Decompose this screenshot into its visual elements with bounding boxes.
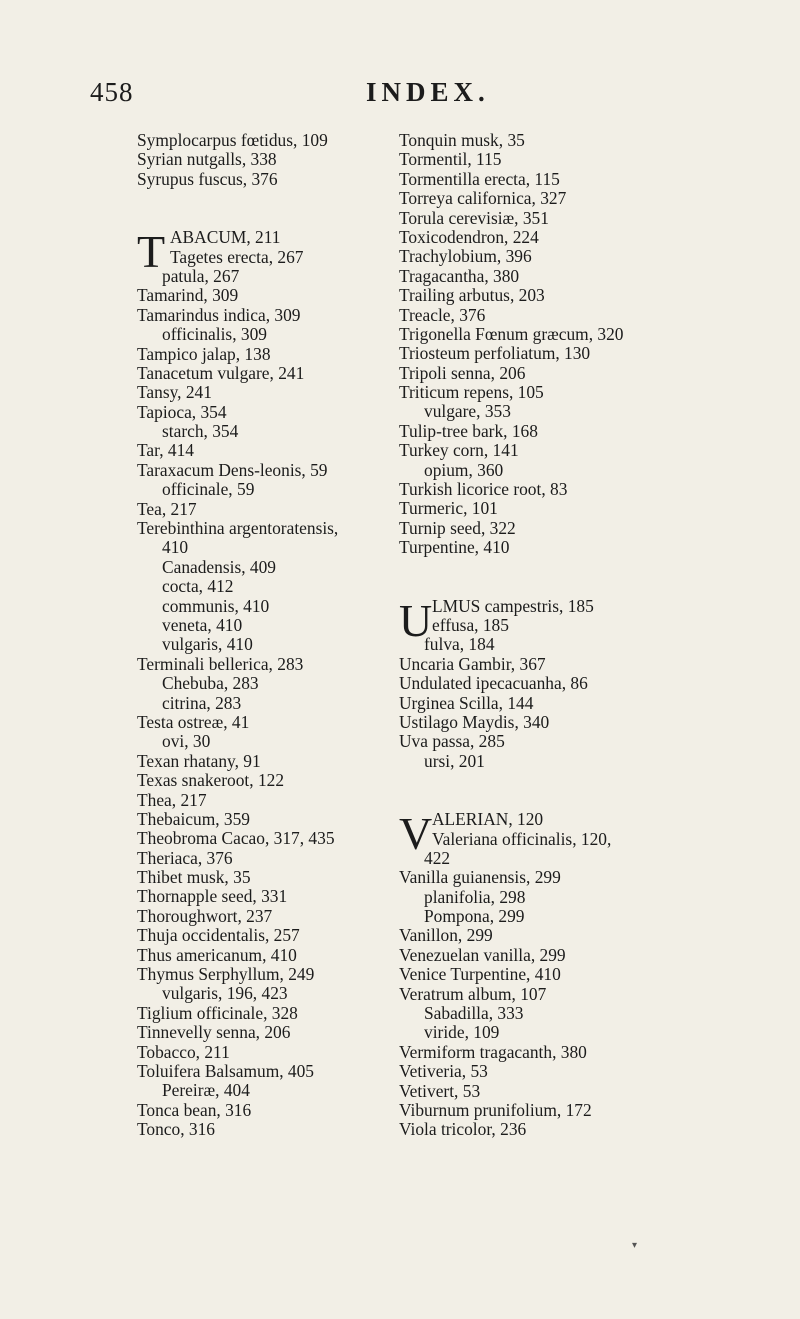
index-entry: Thus americanum, 410 xyxy=(137,944,297,965)
drop-cap-letter: U xyxy=(399,594,433,646)
entry-text: effusa, 185 xyxy=(432,614,509,635)
index-entry: Vanilla guianensis, 299 xyxy=(399,867,561,888)
index-entry: Theobroma Cacao, 317, 435 xyxy=(137,828,335,849)
index-entry: Uva passa, 285 xyxy=(399,731,505,752)
index-entry: Tinnevelly senna, 206 xyxy=(137,1022,291,1043)
index-subentry: vulgare, 353 xyxy=(424,401,511,422)
entry-text: ABACUM, 211 xyxy=(170,227,281,248)
index-entry: Tormentilla erecta, 115 xyxy=(399,168,560,189)
index-entry: Turkey corn, 141 xyxy=(399,440,519,461)
entry-text: ALERIAN, 120 xyxy=(432,809,544,830)
index-entry: Thuja occidentalis, 257 xyxy=(137,925,300,946)
index-entry: Vetivert, 53 xyxy=(399,1080,481,1101)
page-number: 458 xyxy=(90,77,134,107)
index-entry: Thoroughwort, 237 xyxy=(137,905,273,926)
index-subentry: 422 xyxy=(424,847,451,868)
index-entry: Terminali bellerica, 283 xyxy=(137,653,304,674)
index-entry: Ustilago Maydis, 340 xyxy=(399,711,550,732)
section-gap xyxy=(137,189,392,228)
index-entry: Tea, 217 xyxy=(137,498,197,519)
index-entry: Tamarind, 309 xyxy=(137,285,239,306)
entry-list xyxy=(399,849,739,1140)
index-entry: Tonco, 316 xyxy=(137,1119,215,1140)
index-subentry: 410 xyxy=(162,537,189,558)
index-entry: Turnip seed, 322 xyxy=(399,517,516,538)
drop-cap-letter: V xyxy=(399,808,433,860)
index-entry: Trigonella Fœnum græcum, 320 xyxy=(399,323,624,344)
index-entry: Tonca bean, 316 xyxy=(137,1099,252,1120)
index-subentry: vulgaris, 196, 423 xyxy=(162,983,288,1004)
index-subentry: vulgaris, 410 xyxy=(162,634,253,655)
index-entry: Texan rhatany, 91 xyxy=(137,750,261,771)
drop-cap-letter: T xyxy=(137,226,166,278)
running-title: INDEX. xyxy=(366,77,490,107)
section-gap xyxy=(399,558,739,597)
index-entry: Tiglium officinale, 328 xyxy=(137,1002,298,1023)
index-entry: Urginea Scilla, 144 xyxy=(399,692,534,713)
index-entry: Thibet musk, 35 xyxy=(137,867,251,888)
index-entry: Torreya californica, 327 xyxy=(399,188,567,209)
index-entry: Vermiform tragacanth, 380 xyxy=(399,1041,587,1062)
entry-text: Valeriana officinalis, 120, xyxy=(432,828,612,849)
index-entry: Toluifera Balsamum, 405 xyxy=(137,1060,314,1081)
index-entry: Tragacantha, 380 xyxy=(399,265,520,286)
index-entry: Tanacetum vulgare, 241 xyxy=(137,362,305,383)
index-entry: Syrupus fuscus, 376 xyxy=(137,168,278,189)
index-entry: Vetiveria, 53 xyxy=(399,1061,488,1082)
index-subentry: fulva, 184 xyxy=(424,634,495,655)
index-entry: Undulated ipecacuanha, 86 xyxy=(399,673,588,694)
index-entry: Turpentine, 410 xyxy=(399,537,510,558)
entry-list xyxy=(399,131,739,558)
index-entry: Uncaria Gambir, 367 xyxy=(399,653,546,674)
index-entry: Tapioca, 354 xyxy=(137,401,227,422)
index-subentry: officinale, 59 xyxy=(162,479,255,500)
index-subentry: planifolia, 298 xyxy=(424,886,526,907)
index-entry xyxy=(137,248,392,267)
index-entry: Texas snakeroot, 122 xyxy=(137,770,285,791)
entry-text: Tagetes erecta, 267 xyxy=(170,246,304,267)
index-column-left xyxy=(137,131,392,1140)
index-entry: Symplocarpus fœtidus, 109 xyxy=(137,130,328,150)
index-entry: Testa ostreæ, 41 xyxy=(137,711,250,732)
index-entry xyxy=(399,830,739,849)
index-entry: Tonquin musk, 35 xyxy=(399,130,525,150)
index-entry: Torula cerevisiæ, 351 xyxy=(399,207,549,228)
index-entry: Thebaicum, 359 xyxy=(137,808,251,829)
index-entry: Viola tricolor, 236 xyxy=(399,1119,527,1140)
index-entry: Tansy, 241 xyxy=(137,382,212,403)
index-entry: Thornapple seed, 331 xyxy=(137,886,288,907)
index-subentry: starch, 354 xyxy=(162,421,239,442)
index-entry: Toxicodendron, 224 xyxy=(399,226,539,247)
index-entry: Tobacco, 211 xyxy=(137,1041,230,1062)
index-entry: Tamarindus indica, 309 xyxy=(137,304,301,325)
page-header xyxy=(0,77,800,111)
index-subentry: ursi, 201 xyxy=(424,750,485,771)
index-entry: Trachylobium, 396 xyxy=(399,246,532,267)
index-entry: Tar, 414 xyxy=(137,440,195,461)
index-entry: Triticum repens, 105 xyxy=(399,382,544,403)
index-entry: Tampico jalap, 138 xyxy=(137,343,271,364)
entry-list xyxy=(399,635,739,771)
index-subentry: viride, 109 xyxy=(424,1022,500,1043)
index-subentry: citrina, 283 xyxy=(162,692,242,713)
entry-list xyxy=(137,267,392,1140)
index-entry: Triosteum perfoliatum, 130 xyxy=(399,343,591,364)
index-entry: Tulip-tree bark, 168 xyxy=(399,420,538,441)
index-entry: Vanillon, 299 xyxy=(399,925,493,946)
entry-list xyxy=(137,131,392,189)
index-entry: Taraxacum Dens-leonis, 59 xyxy=(137,459,328,480)
index-subentry: cocta, 412 xyxy=(162,576,234,597)
index-subentry: Chebuba, 283 xyxy=(162,673,259,694)
index-subentry: patula, 267 xyxy=(162,265,240,286)
index-subentry: veneta, 410 xyxy=(162,614,243,635)
index-entry: Treacle, 376 xyxy=(399,304,486,325)
index-entry: Venice Turpentine, 410 xyxy=(399,964,561,985)
index-subentry: Sabadilla, 333 xyxy=(424,1003,524,1024)
index-entry: Tormentil, 115 xyxy=(399,149,502,170)
section-gap xyxy=(399,771,739,810)
index-subentry: officinalis, 309 xyxy=(162,324,267,345)
index-entry xyxy=(399,616,739,635)
index-subentry: Canadensis, 409 xyxy=(162,556,276,577)
index-subentry: communis, 410 xyxy=(162,595,270,616)
index-entry: Thymus Serphyllum, 249 xyxy=(137,964,315,985)
index-entry: Turkish licorice root, 83 xyxy=(399,479,568,500)
index-entry: Veratrum album, 107 xyxy=(399,983,547,1004)
index-entry: Theriaca, 376 xyxy=(137,847,233,868)
index-entry: Terebinthina argentoratensis, xyxy=(137,518,339,539)
index-entry: Thea, 217 xyxy=(137,789,207,810)
index-entry: Tripoli senna, 206 xyxy=(399,362,526,383)
index-subentry: opium, 360 xyxy=(424,459,504,480)
index-subentry: Pereiræ, 404 xyxy=(162,1080,250,1101)
index-entry: Syrian nutgalls, 338 xyxy=(137,149,277,170)
printer-mark-icon: ▾ xyxy=(632,1240,638,1251)
index-subentry: ovi, 30 xyxy=(162,731,211,752)
index-subentry: Pompona, 299 xyxy=(424,906,525,927)
index-entry: Venezuelan vanilla, 299 xyxy=(399,944,566,965)
entry-text: LMUS campestris, 185 xyxy=(432,595,594,616)
index-column-right xyxy=(399,131,739,1140)
index-entry: Trailing arbutus, 203 xyxy=(399,285,545,306)
index-entry: Turmeric, 101 xyxy=(399,498,498,519)
index-entry: Viburnum prunifolium, 172 xyxy=(399,1099,592,1120)
